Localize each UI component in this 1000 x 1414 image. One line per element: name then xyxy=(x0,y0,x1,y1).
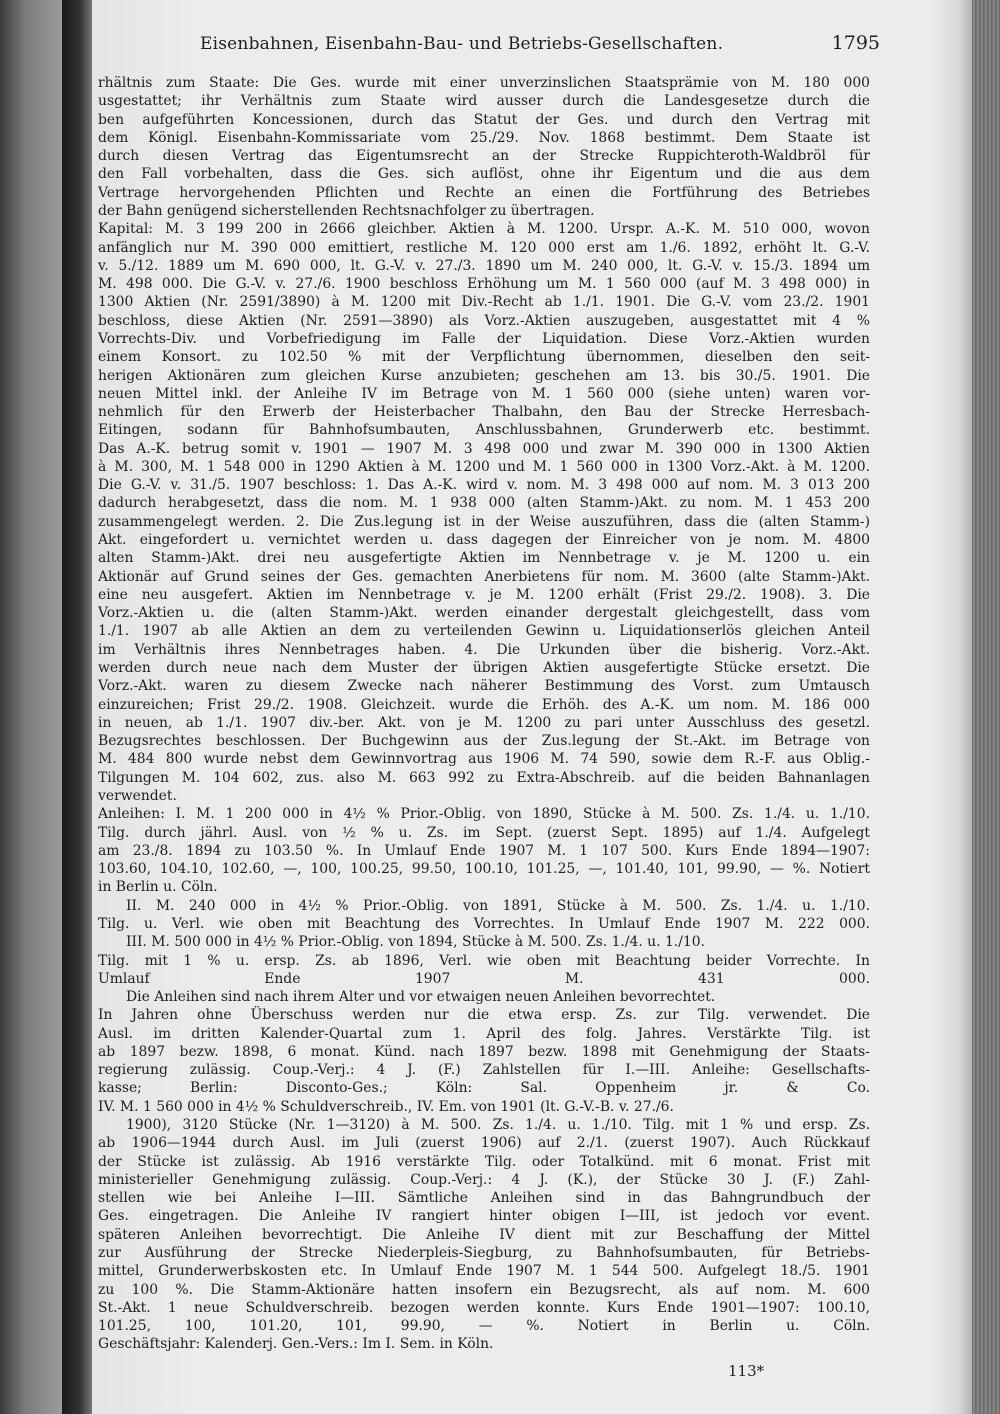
text-line: à M. 300, M. 1 548 000 in 1290 Aktien à M. 1200 und M. 1 560 000 in 1300 Vorz.-Akt. à M. 1200. xyxy=(98,458,870,475)
text-line: rhältnis zum Staate: Die Ges. wurde mit einer unverzinslichen Staatsprämie von M. 180 000 xyxy=(98,75,870,91)
text-line: Aktionär auf Grund seines der Ges. gemachten Anerbietens für nom. M. 3600 (alte Stamm-)Akt. xyxy=(98,568,870,585)
text-line: Ausl. im dritten Kalender-Quartal zum 1. April des folg. Jahres. Verstärkte Tilg. ist xyxy=(98,1025,870,1042)
text-line: Anleihen: I. M. 1 200 000 in 4½ % Prior.-Oblig. von 1890, Stücke à M. 500. Zs. 1./4. u. 1./10. xyxy=(98,806,870,823)
text-line: 1./1. 1907 ab alle Aktien an dem zu verteilenden Gewinn u. Liquidationserlös gleichen Anteil xyxy=(98,623,870,640)
text-line: Ges. eingetragen. Die Anleihe IV rangiert hinter obigen I—III, ist jedoch vor event. xyxy=(98,1208,870,1225)
text-line: alten Stamm-)Akt. drei neu ausgefertigte Aktien im Nennbetrage v. je M. 1200 u. ein xyxy=(98,550,870,567)
text-line: Kapital: M. 3 199 200 in 2666 gleichber. Aktien à M. 1200. Urspr. A.-K. M. 510 000, wovon xyxy=(98,221,870,238)
text-line: IV. M. 1 560 000 in 4½ % Schuldverschreib., IV. Em. von 1901 (lt. G.-V.-B. v. 27./6. xyxy=(98,1098,674,1115)
text-line: Vorz.-Aktien u. die (alten Stamm-)Akt. werden einander dergestalt gleichgestellt, dass vom xyxy=(98,605,870,622)
sheet-signature: 113* xyxy=(728,1362,765,1380)
text-line: beschloss, diese Aktien (Nr. 2591—3890) als Vorz.-Aktien auszugeben, ausgestattet mit 4 % xyxy=(98,312,870,329)
text-line: dem Königl. Eisenbahn-Kommissariate vom 25./29. Nov. 1868 bestimmt. Dem Staate ist xyxy=(98,129,870,146)
text-line: am 23./8. 1894 zu 103.50 %. In Umlauf Ende 1907 M. 1 107 500. Kurs Ende 1894—1907: xyxy=(98,842,870,859)
text-line: zu 100 %. Die Stamm-Aktionäre hatten insofern ein Bezugsrecht, als auf nom. M. 600 xyxy=(98,1281,870,1298)
text-line: Umlauf Ende 1907 M. 431 000. xyxy=(98,970,870,987)
text-line: Vorrechts-Div. und Vorbefriedigung im Falle der Liquidation. Diese Vorz.-Aktien wurden xyxy=(98,330,870,347)
text-line: ben aufgeführten Koncessionen, durch das Statut der Ges. und durch den Vertrag mit xyxy=(98,111,870,128)
text-line: Akt. eingefordert u. vernichtet werden u. dass dagegen der Einreicher von je nom. M. 4800 xyxy=(98,532,870,549)
text-line: ab 1897 bezw. 1898, 6 monat. Künd. nach 1897 bezw. 1898 mit Genehmigung der Staats- xyxy=(98,1043,870,1060)
text-line: In Jahren ohne Überschuss werden nur die etwa ersp. Zs. zur Tilg. verwendet. Die xyxy=(98,1007,870,1024)
text-line: 103.60, 104.10, 102.60, —, 100, 100.25, 99.50, 100.10, 101.25, —, 101.40, 101, 99.90, — %. Notiert xyxy=(98,861,870,878)
text-line: Tilgungen M. 104 602, zus. also M. 663 992 zu Extra-Abschreib. auf die beiden Bahnanlagen xyxy=(98,769,870,786)
text-line: mittel, Grunderwerbskosten etc. In Umlauf Ende 1907 M. 1 544 500. Aufgelegt 18./5. 1901 xyxy=(98,1263,870,1280)
text-line: Das A.-K. betrug somit v. 1901 — 1907 M. 3 498 000 und zwar M. 390 000 in 1300 Aktien xyxy=(98,440,870,457)
text-line: Tilg. u. Verl. wie oben mit Beachtung des Vorrechtes. In Umlauf Ende 1907 M. 222 000. xyxy=(98,915,870,932)
text-line: Die Anleihen sind nach ihrem Alter und vor etwaigen neuen Anleihen bevorrechtet. xyxy=(126,989,716,1006)
text-line: Tilg. durch jährl. Ausl. von ½ % u. Zs. im Sept. (zuerst Sept. 1895) auf 1./4. Aufgelegt xyxy=(98,824,870,841)
text-line: herigen Aktionären zum gleichen Kurse anzubieten; geschehen am 13. bis 30./5. 1901. Die xyxy=(98,367,870,384)
text-line: Vorz.-Akt. waren zu diesem Zwecke nach näherer Bestimmung des Vorst. zum Umtausch xyxy=(98,678,870,695)
text-line: Vertrage hervorgehenden Pflichten und Rechte an einen die Fortführung des Betriebes xyxy=(98,184,870,201)
book-binding-shadow xyxy=(62,0,92,1414)
running-title: Eisenbahnen, Eisenbahn-Bau- und Betriebs-Gesellschaften. xyxy=(200,34,724,54)
text-line: in Berlin u. Cöln. xyxy=(98,879,218,896)
page-edge xyxy=(972,0,1000,1414)
page-number: 1795 xyxy=(831,32,880,54)
text-line: in neuen, ab 1./1. 1907 div.-ber. Akt. von je M. 1200 zu pari unter Ausschluss des gesetzl. xyxy=(98,714,870,731)
text-line: dadurch herabgesetzt, dass die nom. M. 1 938 000 (alten Stamm-)Akt. zu nom. M. 1 453 200 xyxy=(98,495,870,512)
text-line: zusammengelegt werden. 2. Die Zus.legung ist in der Weise auszuführen, dass die (alten Stamm-) xyxy=(98,513,870,530)
text-line: v. 5./12. 1889 um M. 690 000, lt. G.-V. v. 27./3. 1890 um M. 240 000, lt. G.-V. v. 15./3. 1894 um xyxy=(98,257,870,274)
text-line: einzureichen; Frist 29./2. 1908. Gleichzeit. wurde die Erhöh. des A.-K. um nom. M. 186 000 xyxy=(98,696,870,713)
text-line: Bezugsrechtes beschlossen. Der Buchgewinn aus der Zus.legung der St.-Akt. im Betrage von xyxy=(98,733,870,750)
body-text xyxy=(98,74,870,1354)
text-line: ab 1906—1944 durch Ausl. im Juli (zuerst 1906) auf 2./1. (zuerst 1907). Auch Rückkauf xyxy=(98,1135,870,1152)
text-line: im Verhältnis ihres Nennbetrages haben. 4. Die Urkunden über die bisherig. Vorz.-Akt. xyxy=(98,641,870,658)
page-header xyxy=(200,30,880,60)
text-line: eine neu ausgefert. Aktien im Nennbetrage v. je M. 1200 erhält (Frist 29./2. 1908). 3. Die xyxy=(98,586,870,603)
text-line: durch diesen Vertrag das Eigentumsrecht an der Strecke Ruppichteroth-Waldbröl für xyxy=(98,148,870,165)
text-line: Geschäftsjahr: Kalenderj. Gen.-Vers.: Im I. Sem. in Köln. xyxy=(98,1336,494,1353)
text-line: 1900), 3120 Stücke (Nr. 1—3120) à M. 500. Zs. 1./4. u. 1./10. Tilg. mit 1 % und ersp. Zs. xyxy=(126,1117,870,1134)
text-line: nehmlich für den Erwerb der Heisterbacher Thalbahn, den Bau der Strecke Herresbach- xyxy=(98,404,870,421)
text-line: II. M. 240 000 in 4½ % Prior.-Oblig. von 1891, Stücke à M. 500. Zs. 1./4. u. 1./10. xyxy=(126,897,870,914)
text-line: neuen Mittel inkl. der Anleihe IV im Betrage von M. 1 560 000 (siehe unten) waren vor- xyxy=(98,385,870,402)
text-line: einem Konsort. zu 102.50 % mit der Verpflichtung übernommen, dieselben den seit- xyxy=(98,349,870,366)
text-line: den Fall vorbehalten, dass die Ges. sich auflöst, ohne ihr Eigentum und die aus dem xyxy=(98,166,870,183)
text-line: anfänglich nur M. 390 000 emittiert, restliche M. 120 000 erst am 1./6. 1892, erhöht lt. G.-V. xyxy=(98,239,870,256)
text-line: zur Ausführung der Strecke Niederpleis-Siegburg, zu Bahnhofsumbauten, für Betriebs- xyxy=(98,1245,870,1261)
text-line: stellen wie bei Anleihe I—III. Sämtliche Anleihen sind in das Bahngrundbuch der xyxy=(98,1190,870,1207)
text-line: ministerieller Genehmigung zulässig. Coup.-Verj.: 4 J. (K.), der Stücke 30 J. (F.) Zahl- xyxy=(98,1171,870,1188)
text-line: kasse; Berlin: Disconto-Ges.; Köln: Sal. Oppenheim jr. & Co. xyxy=(98,1080,870,1097)
text-line: 1300 Aktien (Nr. 2591/3890) à M. 1200 mit Div.-Recht ab 1./1. 1901. Die G.-V. vom 23./2. 1901 xyxy=(98,294,870,311)
text-line: späteren Anleihen bevorrechtigt. Die Anleihe IV dient mit zur Beschaffung der Mittel xyxy=(98,1226,870,1243)
text-line: der Bahn genügend sicherstellenden Rechtsnachfolger zu übertragen. xyxy=(98,202,595,219)
text-line: Tilg. mit 1 % u. ersp. Zs. ab 1896, Verl. wie oben mit Beachtung beider Vorrechte. In xyxy=(98,952,870,969)
text-line: regierung zulässig. Coup.-Verj.: 4 J. (F.) Zahlstellen für I.—III. Anleihe: Gesellschafts- xyxy=(98,1062,870,1079)
text-line: der Stücke ist zulässig. Ab 1916 verstärkte Tilg. oder Totalkünd. mit 6 monat. Frist mit xyxy=(98,1153,870,1170)
text-line: Die G.-V. v. 31./5. 1907 beschloss: 1. Das A.-K. wird v. nom. M. 3 498 000 auf nom. M. 3 013 200 xyxy=(98,477,870,494)
text-line: Eitingen, sodann für Bahnhofsumbauten, Anschlussbahnen, Grunderwerb etc. bestimmt. xyxy=(98,422,870,439)
text-line: St.-Akt. 1 neue Schuldverschreib. bezogen werden konnte. Kurs Ende 1901—1907: 100.10, xyxy=(98,1299,870,1316)
text-line: verwendet. xyxy=(98,787,177,804)
text-line: usgestattet; ihr Verhältnis zum Staate wird ausser durch die Landesgesetze durch die xyxy=(98,93,870,110)
text-line: M. 484 800 wurde nebst dem Gewinnvortrag aus 1906 M. 74 590, sowie dem R.-F. aus Oblig.- xyxy=(98,751,870,768)
text-line: III. M. 500 000 in 4½ % Prior.-Oblig. von 1894, Stücke à M. 500. Zs. 1./4. u. 1./10. xyxy=(126,934,705,951)
text-line: werden durch neue nach dem Muster der übrigen Aktien ausgefertigte Stücke ersetzt. Die xyxy=(98,660,870,676)
left-page-margin xyxy=(0,0,62,1414)
text-line: 101.25, 100, 101.20, 101, 99.90, — %. Notiert in Berlin u. Cöln. xyxy=(98,1318,870,1335)
text-line: M. 498 000. Die G.-V. v. 27./6. 1900 beschloss Erhöhung um M. 1 560 000 (auf M. 3 498 000) in xyxy=(98,276,870,293)
